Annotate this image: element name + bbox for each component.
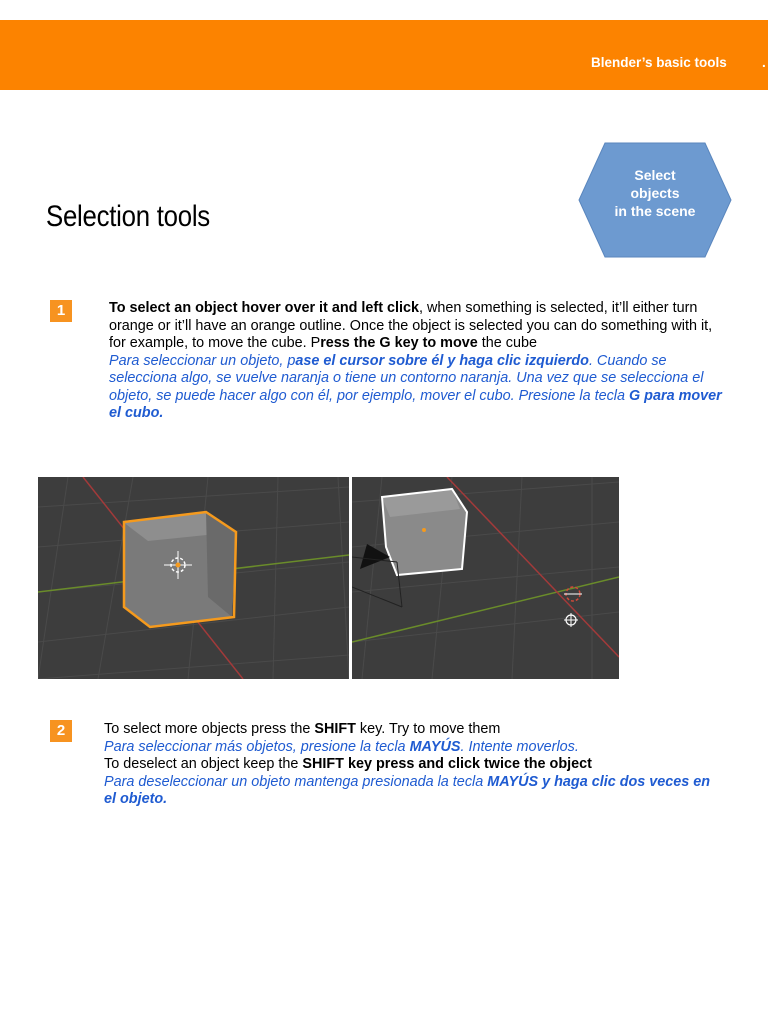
header-trailing-mark: .	[762, 55, 766, 70]
step-1-es-bold-1: ase el cursor sobre él y haga clic izquierdo	[295, 352, 589, 369]
step-1-paragraph	[109, 300, 724, 423]
step-2-l2-bold: MAYÚS	[409, 738, 461, 755]
step-1-en-text-2: the cube	[477, 335, 537, 351]
viewport-moved-cube-image	[352, 477, 619, 679]
step-1-es-text-2: . Cuando se selecciona algo, se vuelve naranja o tiene un contorno naranja. Una vez que se selecciona el objeto, se puede hacer algo con él, por ejemplo, mover el cubo. Presione la tecla	[109, 352, 704, 404]
viewport-screenshot-selected-cube	[38, 477, 349, 679]
step-1-badge: 1	[50, 300, 72, 322]
hexagon-callout	[578, 142, 732, 258]
step-1-en-bold-1: To select an object hover over it and left click	[109, 300, 420, 316]
step-2-line-3	[104, 756, 724, 774]
hexagon-line-2: objects	[630, 185, 680, 201]
step-1-spanish	[109, 353, 724, 423]
step-1-en-text-1: , when something is selected, it’ll either turn orange or it’ll have an orange outline. Once the object is selected you can do something with it, for example, to move the cube. P	[109, 300, 713, 351]
hexagon-text	[578, 166, 732, 220]
step-2-l4-bold: MAYÚS y haga clic dos veces en el objeto.	[104, 773, 711, 807]
hexagon-line-1: Select	[634, 167, 676, 183]
step-2-badge: 2	[50, 720, 72, 742]
hexagon-line-3: in the scene	[614, 203, 696, 219]
step-1-english	[109, 300, 724, 353]
step-1-es-text-1: Para seleccionar un objeto, p	[109, 352, 296, 369]
step-2-paragraph	[104, 721, 724, 809]
step-1-en-bold-2: ress the G key to move	[320, 335, 478, 351]
step-1-es-bold-2: G para mover el cubo.	[109, 387, 722, 421]
step-2-l3-bold: SHIFT key press and click twice the object	[302, 756, 592, 772]
step-2-l2-text-2: . Intente moverlos.	[460, 738, 579, 755]
header-title: Blender’s basic tools	[591, 55, 727, 70]
step-2-l2-text-1: Para seleccionar más objetos, presione la tecla	[104, 738, 410, 755]
viewport-selected-cube-image	[38, 477, 349, 679]
step-2-l3-text-1: To deselect an object keep the	[104, 756, 303, 772]
step-2-line-4	[104, 774, 724, 809]
step-2-line-2	[104, 739, 724, 757]
viewport-screenshot-moved-cube	[352, 477, 619, 679]
step-2-line-1	[104, 721, 724, 739]
step-2-l1-text-2: key. Try to move them	[355, 721, 501, 737]
step-2-l4-text-1: Para deseleccionar un objeto mantenga presionada la tecla	[104, 773, 488, 790]
section-title: Selection tools	[46, 200, 210, 233]
step-2-l1-bold: SHIFT	[314, 721, 356, 737]
step-2-l1-text-1: To select more objects press the	[104, 721, 315, 737]
